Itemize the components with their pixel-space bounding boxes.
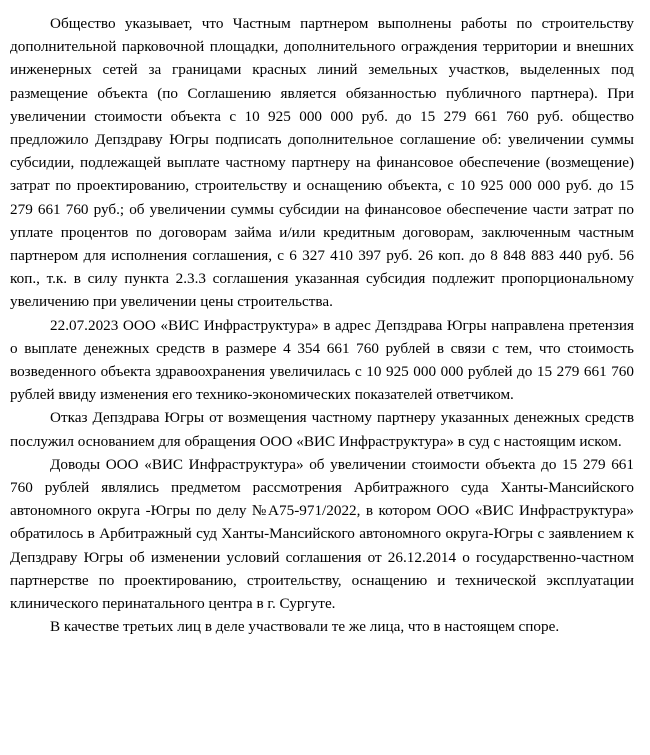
paragraph-third-parties: В качестве третьих лиц в деле участвовали те же лица, что в настоящем споре. <box>50 618 560 636</box>
paragraph-previous-case: Доводы ООО «ВИС Инфраструктура» об увеличении стоимости объекта до 15 279 661 760 рублей являлись предметом рассмотрения Арбитражного суда Ханты-Мансийского автономного округа -Югры по делу №А75-971/2022, в котором ООО «ВИС Инфраструктура» обратилось в Арбитражный суд Ханты-Мансийского автономного округа-Югры с заявлением к Депздраву Югры об изменении условий соглашения от 26.12.2014 о государственно-частном партнерстве по проектированию, строительству, оснащению и технической эксплуатации клинического перинатального центра в г. Сургуте. <box>10 455 634 613</box>
paragraph-refusal: Отказ Депздрава Югры от возмещения частному партнеру указанных денежных средств послужил основанием для обращения ООО «ВИС Инфраструктура» в суд с настоящим иском. <box>10 409 634 450</box>
document-page <box>10 12 634 638</box>
paragraph-claim-letter: 22.07.2023 ООО «ВИС Инфраструктура» в адрес Депздрава Югры направлена претензия о выплате денежных средств в размере 4 354 661 760 рублей в связи с тем, что стоимость возведенного объекта здравоохранения увеличилась с 10 925 000 000 рублей до 15 279 661 760 рублей ввиду изменения его технико-экономических показателей ответчиком. <box>10 316 634 404</box>
paragraph-subsidy-increase: Общество указывает, что Частным партнером выполнены работы по строительству дополнительной парковочной площадки, дополнительного ограждения территории и внешних инженерных сетей за границами красных линий земельных участков, выделенных под размещение объекта (по Соглашению является обязанностью публичного партнера). При увеличении стоимости объекта с 10 925 000 000 руб. до 15 279 661 760 руб. общество предложило Депздраву Югры подписать дополнительное соглашение об: увеличении суммы субсидии, подлежащей выплате частному партнеру на финансовое обеспечение (возмещение) затрат по проектированию, строительству и оснащению объекта, с 10 925 000 000 руб. до 15 279 661 760 руб.; об увеличении суммы субсидии на финансовое обеспечение части затрат по уплате процентов по договорам займа и/или кредитным договорам, заключенным частным партнером для исполнения соглашения, с 6 327 410 397 руб. 26 коп. до 8 848 883 440 руб. 56 коп., т.к. в силу пункта 2.3.3 соглашения указанная субсидия подлежит пропорциональному увеличению при увеличении цены строительства. <box>10 15 634 311</box>
